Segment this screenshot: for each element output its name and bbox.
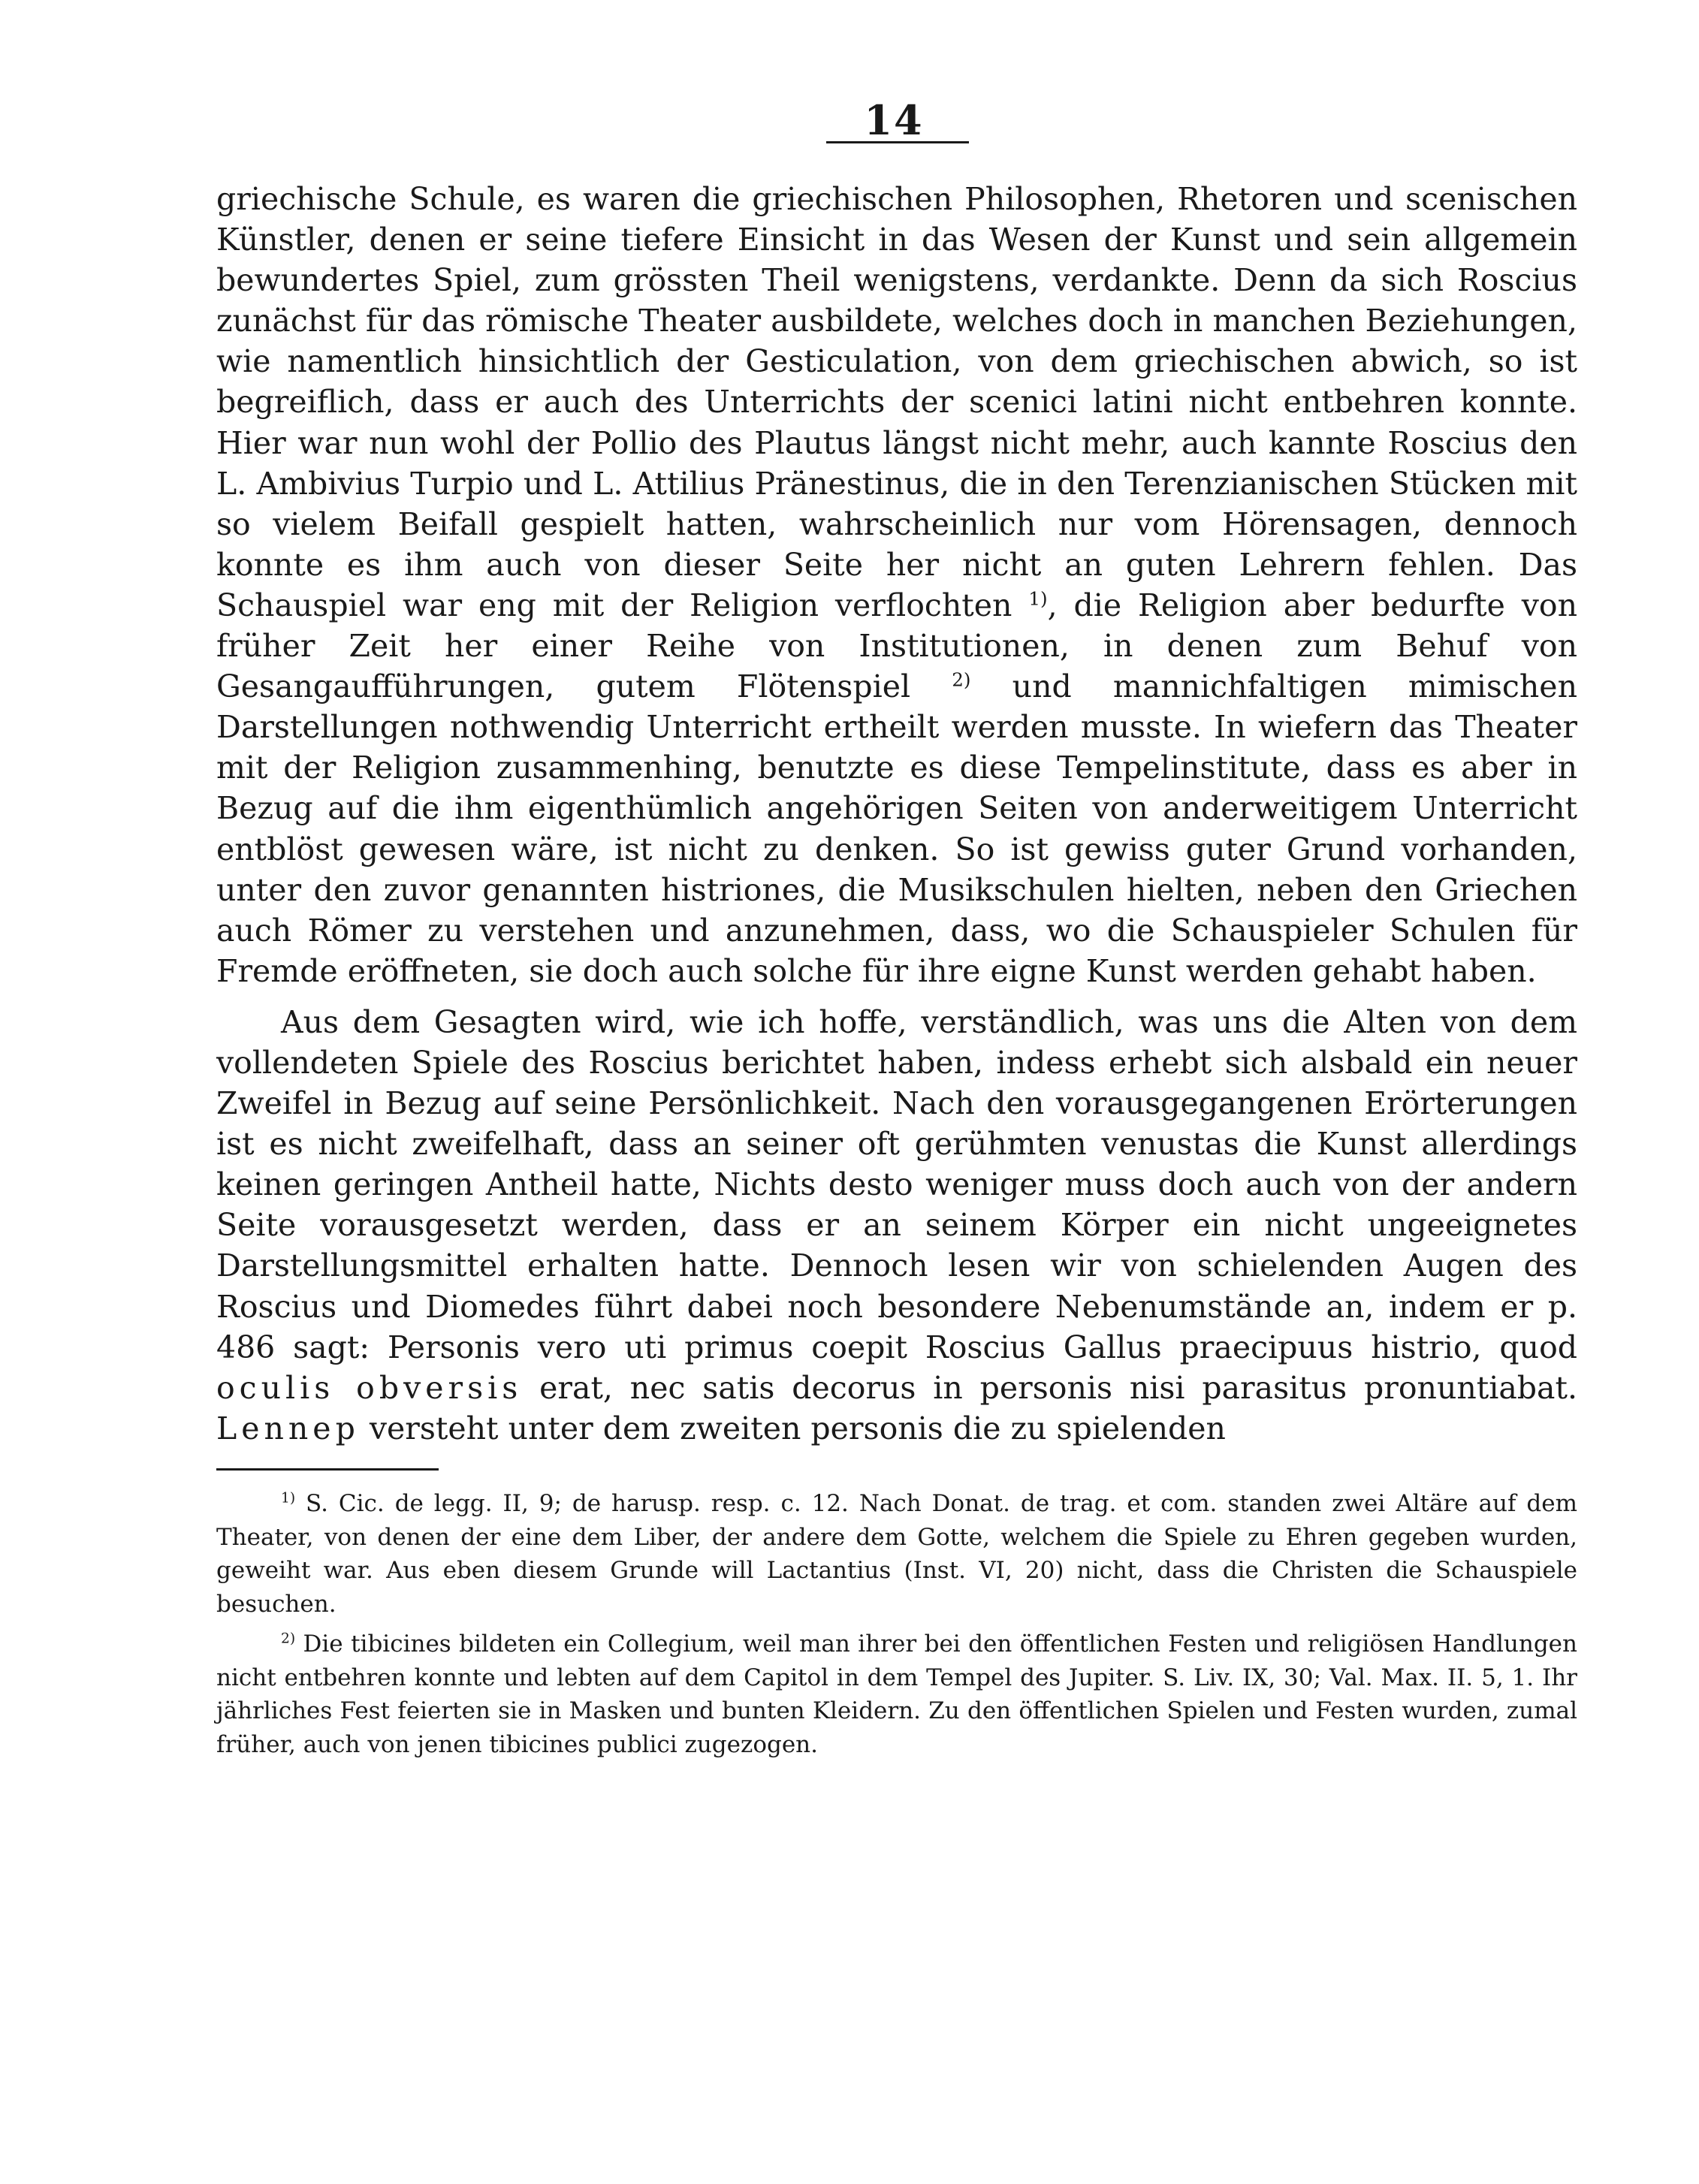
paragraph-2-part-3: versteht unter dem zweiten personis die zu spielenden <box>359 1410 1226 1446</box>
footnote-2-marker: 2) <box>281 1630 296 1647</box>
paragraph-1-part-2: , die Religion aber bedurfte von früher Zeit her einer Reihe von Institutionen, in denen zum Behuf von Gesangaufführungen, gutem Flötenspiel <box>216 587 1577 705</box>
footnotes <box>216 1487 1577 1768</box>
footnote-1-marker: 1) <box>281 1490 296 1507</box>
footnote-rule <box>216 1468 439 1471</box>
spaced-phrase-oculis-obversis: oculis obversis <box>216 1369 523 1406</box>
paragraph-1 <box>216 179 1577 991</box>
page-number: 14 <box>864 96 924 144</box>
paragraph-1-part-3: und mannichfaltigen mimischen Darstellungen nothwendig Unterricht ertheilt werden musste. In wiefern das Theater mit der Religion zusammenhing, benutzte es diese Tempelinstitute, dass es aber in Bezug auf die ihm eigenthümlich angehörigen Seiten von anderweitigem Unterricht entblöst gewesen wäre, ist nicht zu denken. So ist gewiss guter Grund vorhanden, unter den zuvor genannten histriones, die Musikschulen hielten, neben den Griechen auch Römer zu verstehen und anzunehmen, dass, wo die Schauspieler Schulen für Fremde eröffneten, sie doch auch solche für ihre eigne Kunst werden gehabt haben. <box>216 668 1577 989</box>
footnote-ref-2: 2) <box>952 668 971 691</box>
footnote-ref-1: 1) <box>1028 587 1048 610</box>
paragraph-1-part-1: griechische Schule, es waren die griechischen Philosophen, Rhetoren und scenischen Künstler, denen er seine tiefere Einsicht in das Wesen der Kunst und sein allgemein bewundertes Spiel, zum grössten Theil wenigstens, verdankte. Denn da sich Roscius zunächst für das römische Theater ausbildete, welches doch in manchen Beziehungen, wie namentlich hinsichtlich der Gesticulation, von dem griechischen abwich, so ist begreiflich, dass er auch des Unterrichts der scenici latini nicht entbehren konnte. Hier war nun wohl der Pollio des Plautus längst nicht mehr, auch kannte Roscius den L. Ambivius Turpio und L. Attilius Pränestinus, die in den Terenzianischen Stücken mit so vielem Beifall gespielt hatten, wahrscheinlich nur vom Hörensagen, dennoch konnte es ihm auch von dieser Seite her nicht an guten Lehrern fehlen. Das Schauspiel war eng mit der Religion verflochten <box>216 181 1577 623</box>
footnote-1 <box>216 1487 1577 1621</box>
footnote-2-text: Die tibicines bildeten ein Collegium, weil man ihrer bei den öffentlichen Festen und religiösen Handlungen nicht entbehren konnte und lebten auf dem Capitol in dem Tempel des Jupiter. S. Liv. IX, 30; Val. Max. II. 5, 1. Ihr jährliches Fest feierten sie in Masken und bunten Kleidern. Zu den öffentlichen Spielen und Festen wurden, zumal früher, auch von jenen tibicines publici zugezogen. <box>216 1630 1577 1758</box>
paragraph-2-part-1: Aus dem Gesagten wird, wie ich hoffe, verständlich, was uns die Alten von dem vollendeten Spiele des Roscius berichtet haben, indess erhebt sich alsbald ein neuer Zweifel in Bezug auf seine Persönlichkeit. Nach den vorausgegangenen Erörterungen ist es nicht zweifelhaft, dass an seiner oft gerühmten venustas die Kunst allerdings keinen geringen Antheil hatte, Nichts desto weniger muss doch auch von der andern Seite vorausgesetzt werden, dass er an seinem Körper ein nicht ungeeignetes Darstellungsmittel erhalten hatte. Dennoch lesen wir von schielenden Augen des Roscius und Diomedes führt dabei noch besondere Nebenumstände an, indem er p. 486 sagt: Personis vero uti primus coepit Roscius Gallus praecipuus histrio, quod <box>216 1003 1577 1365</box>
footnote-1-text: S. Cic. de legg. II, 9; de harusp. resp. c. 12. Nach Donat. de trag. et com. standen zwei Altäre auf dem Theater, von denen der eine dem Liber, der andere dem Gotte, welchem die Spiele zu Ehren gegeben wurden, geweiht war. Aus eben diesem Grunde will Lactantius (Inst. VI, 20) nicht, dass die Christen die Schauspiele besuchen. <box>216 1490 1577 1618</box>
main-text <box>216 179 1577 1449</box>
paragraph-2-part-2: erat, nec satis decorus in personis nisi parasitus pronuntiabat. <box>522 1369 1577 1406</box>
footnote-2 <box>216 1627 1577 1762</box>
paragraph-2 <box>216 1002 1577 1449</box>
page-number-rule <box>826 141 969 143</box>
spaced-name-lennep: Lennep <box>216 1410 360 1446</box>
